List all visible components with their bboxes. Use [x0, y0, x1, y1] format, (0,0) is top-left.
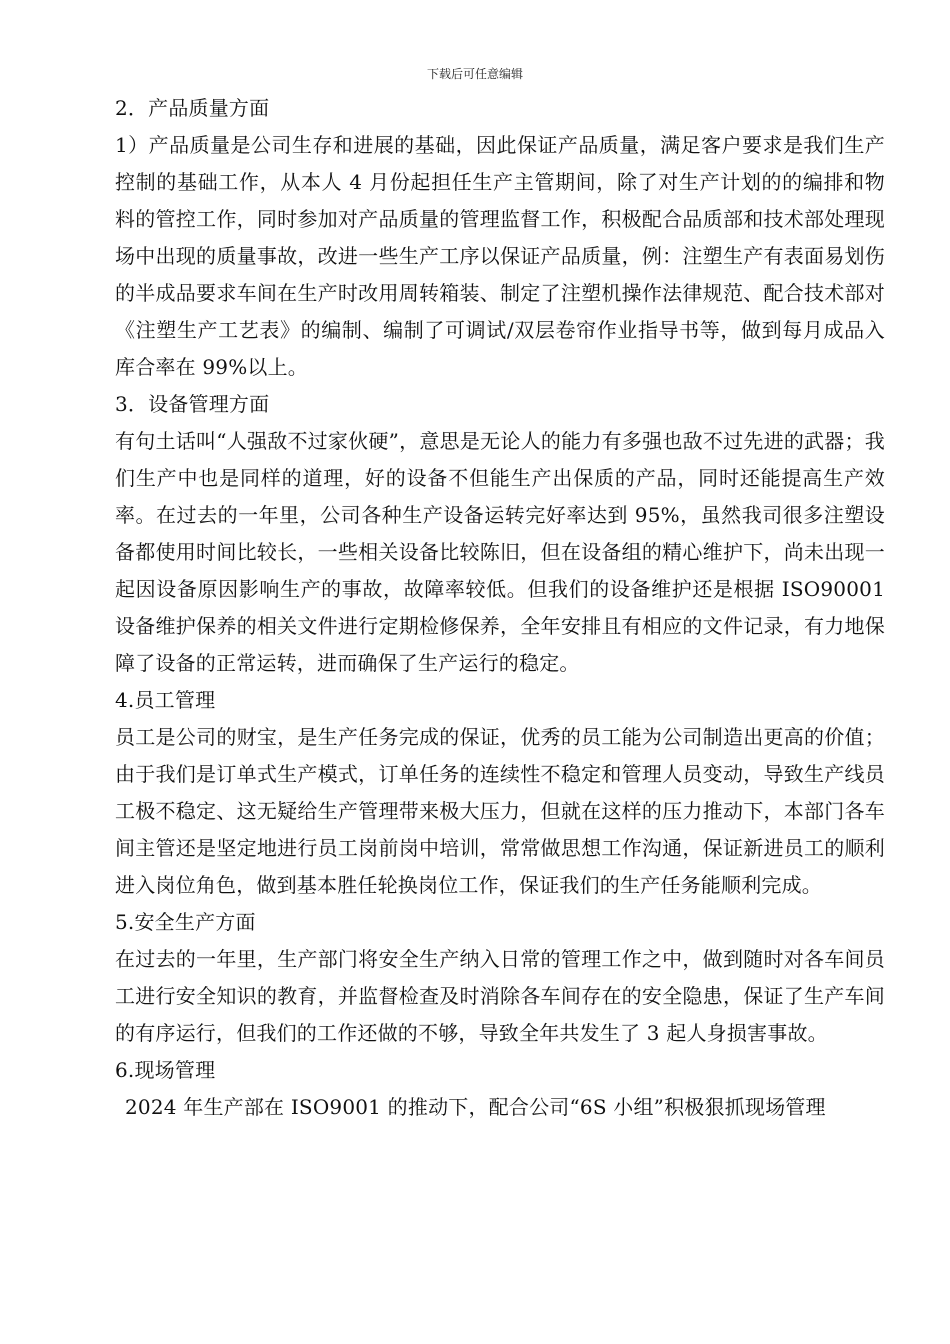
section-heading-staff-management: 4.员工管理 — [115, 688, 216, 712]
document-body — [115, 90, 885, 1126]
paragraph-equipment-management: 有句土话叫“人强敌不过家伙硬”，意思是无论人的能力有多强也敌不过先进的武器；我们生产中也是同样的道理，好的设备不但能生产出保质的产品，同时还能提高生产效率。在过去的一年里，公司各种生产设备运转完好率达到 95%，虽然我司很多注塑设备都使用时间比较长，一些相关设备比较陈旧，但在设备组的精心维护下，尚未出现一起因设备原因影响生产的事故，故障率较低。但我们的设备维护还是根据 ISO90001 设备维护保养的相关文件进行定期检修保养，全年安排且有相应的文件记录，有力地保障了设备的正常运转，进而确保了生产运行的稳定。 — [115, 429, 885, 675]
paragraph-product-quality: 1）产品质量是公司生存和进展的基础，因此保证产品质量，满足客户要求是我们生产控制的基础工作，从本人 4 月份起担任生产主管期间，除了对生产计划的的编排和物料的管控工作，同时参加对产品质量的管理监督工作，积极配合品质部和技术部处理现场中出现的质量事故，改进一些生产工序以保证产品质量，例：注塑生产有表面易划伤的半成品要求车间在生产时改用周转箱装、制定了注塑机操作法律规范、配合技术部对《注塑生产工艺表》的编制、编制了可调试/双层卷帘作业指导书等，做到每月成品入库合率在 99%以上。 — [115, 133, 885, 379]
section-heading-site-management: 6.现场管理 — [115, 1058, 216, 1082]
paragraph-safety-production: 在过去的一年里，生产部门将安全生产纳入日常的管理工作之中，做到随时对各车间员工进行安全知识的教育，并监督检查及时消除各车间存在的安全隐患，保证了生产车间的有序运行，但我们的工作还做的不够，导致全年共发生了 3 起人身损害事故。 — [115, 947, 885, 1045]
section-heading-safety-production: 5.安全生产方面 — [115, 910, 256, 934]
paragraph-staff-management: 员工是公司的财宝，是生产任务完成的保证，优秀的员工能为公司制造出更高的价值；由于我们是订单式生产模式，订单任务的连续性不稳定和管理人员变动，导致生产线员工极不稳定、这无疑给生产管理带来极大压力，但就在这样的压力推动下，本部门各车间主管还是坚定地进行员工岗前岗中培训，常常做思想工作沟通，保证新进员工的顺利进入岗位角色，做到基本胜任轮换岗位工作，保证我们的生产任务能顺利完成。 — [115, 725, 885, 897]
running-header: 下载后可任意编辑 — [426, 67, 523, 81]
section-heading-product-quality: 2．产品质量方面 — [115, 96, 270, 120]
paragraph-site-management: 2024 年生产部在 ISO9001 的推动下，配合公司“6S 小组”积极狠抓现场管理 — [125, 1095, 826, 1119]
section-heading-equipment-management: 3．设备管理方面 — [115, 392, 270, 416]
